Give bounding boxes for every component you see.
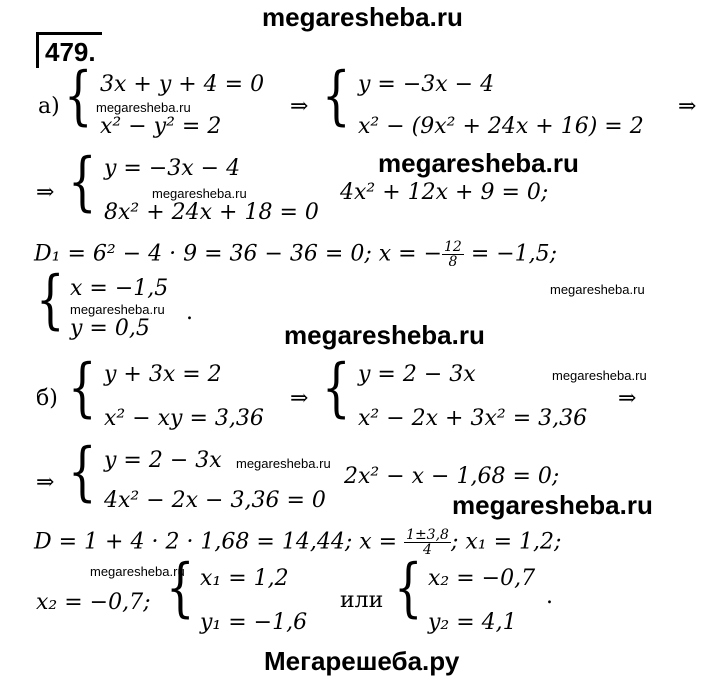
answer-dot: . [546, 584, 553, 609]
fraction [442, 240, 464, 269]
implies-arrow: ⇒ [678, 94, 697, 119]
part-a-discriminant [34, 240, 557, 269]
brace: { [394, 551, 423, 625]
watermark-small: megaresheba.ru [70, 302, 165, 317]
part-b-sys1-eq2: x² − xy = 3,36 [104, 406, 264, 431]
part-b-ans2-y: y₂ = 4,1 [428, 610, 517, 635]
brace: { [64, 59, 93, 133]
implies-arrow: ⇒ [290, 94, 309, 119]
implies-arrow: ⇒ [618, 386, 637, 411]
part-b-disc-pre: D = 1 + 4 · 2 · 1,68 = 14,44; x = [34, 529, 405, 555]
or-word: или [340, 588, 384, 613]
part-a-sys2-eq1: y = −3x − 4 [358, 72, 495, 97]
part-b-sys1-eq1: y + 3x = 2 [104, 362, 222, 387]
part-b-sys2-eq2: x² − 2x + 3x² = 3,36 [358, 406, 588, 431]
brace: { [68, 351, 97, 425]
brace: { [68, 145, 97, 219]
part-b-ans2-x: x₂ = −0,7 [428, 566, 536, 591]
part-a-label: а) [38, 94, 60, 119]
part-a-sys1-eq1: 3x + y + 4 = 0 [100, 72, 265, 97]
problem-number: 479. [36, 32, 102, 68]
watermark-small: megaresheba.ru [152, 186, 247, 201]
brace: { [68, 435, 97, 509]
answer-dot: . [186, 300, 193, 325]
brace: { [36, 263, 65, 337]
part-b-disc-post: ; x₁ = 1,2; [450, 529, 562, 555]
fraction-denominator: 8 [448, 254, 458, 270]
fraction-denominator: 4 [423, 542, 432, 558]
part-a-sys3-eq1: y = −3x − 4 [104, 156, 241, 181]
watermark-big: megaresheba.ru [284, 320, 485, 350]
brace: { [166, 551, 195, 625]
fraction-numerator: 12 [444, 239, 462, 255]
part-a-answer-x: x = −1,5 [70, 276, 169, 301]
watermark-small: megaresheba.ru [96, 100, 191, 115]
part-a-disc-post: = −1,5; [463, 241, 558, 267]
part-b-discriminant [34, 528, 561, 557]
part-a-disc-pre: D₁ = 6² − 4 · 9 = 36 − 36 = 0; x = − [34, 241, 442, 267]
part-b-sys3-eq1: y = 2 − 3x [104, 448, 222, 473]
part-a-answer-y: y = 0,5 [70, 316, 150, 341]
part-a-quadratic: 4x² + 12x + 9 = 0; [340, 180, 549, 205]
site-title: megaresheba.ru [262, 2, 463, 32]
footer-brand: Мегарешеба.ру [264, 646, 460, 676]
part-b-sys3-eq2: 4x² − 2x − 3,36 = 0 [104, 488, 326, 513]
implies-arrow: ⇒ [290, 386, 309, 411]
part-b-x2: x₂ = −0,7; [36, 590, 151, 615]
watermark-small: megaresheba.ru [236, 456, 331, 471]
part-a-sys1-eq2: x² − y² = 2 [100, 114, 222, 139]
watermark-big: megaresheba.ru [452, 490, 653, 520]
part-b-ans1-y: y₁ = −1,6 [200, 610, 308, 635]
fraction-numerator: 1±3,8 [406, 527, 449, 543]
watermark-small: megaresheba.ru [90, 564, 185, 579]
part-b-sys2-eq1: y = 2 − 3x [358, 362, 476, 387]
watermark-big: megaresheba.ru [378, 148, 579, 178]
part-b-ans1-x: x₁ = 1,2 [200, 566, 289, 591]
part-b-quadratic: 2x² − x − 1,68 = 0; [344, 464, 560, 489]
part-a-sys3-eq2: 8x² + 24x + 18 = 0 [104, 200, 319, 225]
watermark-small: megaresheba.ru [550, 282, 645, 297]
part-a-sys2-eq2: x² − (9x² + 24x + 16) = 2 [358, 114, 644, 139]
brace: { [322, 59, 351, 133]
implies-arrow: ⇒ [36, 180, 55, 205]
implies-arrow: ⇒ [36, 470, 55, 495]
watermark-small: megaresheba.ru [552, 368, 647, 383]
part-b-label: б) [36, 386, 58, 411]
brace: { [322, 351, 351, 425]
